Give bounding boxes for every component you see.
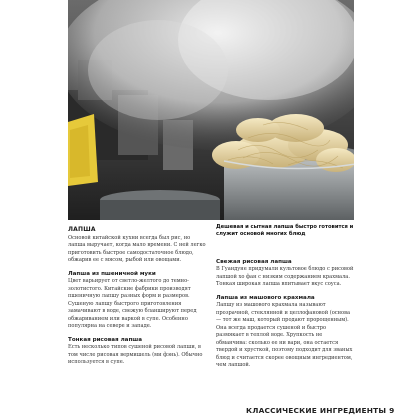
intro-paragraph: Основой китайской кухни всегда был рис, но лапша выручает, когда мало времени. С ней легко приготовить быстрое самодостаточное блюдо, обжарив ее с мясом, рыбой или овощами. xyxy=(68,234,206,264)
page-footer xyxy=(246,406,395,415)
noodle-photo xyxy=(68,0,354,220)
mung-bean-paragraph: Лапшу из машового крахмала называют прозрачной, стеклянной и целлофановой (основа — тот же маш, который продают пророщенным). Она всегда продается сушеной и быстро размякает в теплой воде. Хрупкость не обманчива: сколько ее ни вари, она остается твердой и хрусткой, поэтому подходит для званых блюд и считается скорее овощным ингредиентом, чем лапшой. xyxy=(216,302,353,369)
thin-rice-paragraph: Есть несколько типов сушеной рисовой лапши, в том числе рисовая вермишель (ми фэнь). Обычно используется в супе. xyxy=(68,344,203,366)
wheat-paragraph: Цвет варьирует от светло-желтого до темно-золотистого. Китайские фабрики производят пшеничную лапшу разных форм и размеров. Сушеную лапшу быстрого приготовления замачивают в воде, свежую бланшируют перед обжариванием или варкой в супе. Особенно популярна на севере и западе. xyxy=(68,278,197,330)
running-title: КЛАССИЧЕСКИЕ ИНГРЕДИЕНТЫ xyxy=(246,406,387,415)
fresh-rice-paragraph: В Гуандуне придумали культовое блюдо с рисовой лапшой хо фан с низким содержанием крахмала. Тонкая широкая лапша впитывает вкус соуса. xyxy=(216,266,354,288)
photo-caption: Дешевая и сытная лапша быстро готовится и служит основой многих блюд xyxy=(216,224,354,237)
section-heading-mung-bean: Лапша из машового крахмала xyxy=(216,294,315,301)
section-heading-noodles: ЛАПША xyxy=(68,226,96,233)
text-column-left xyxy=(68,226,208,372)
page-number: 9 xyxy=(389,406,395,415)
section-heading-fresh-rice: Свежая рисовая лапша xyxy=(216,259,292,265)
section-heading-wheat: Лапша из пшеничной муки xyxy=(68,271,156,277)
section-heading-thin-rice: Тонкая рисовая лапша xyxy=(68,336,143,343)
noodle-photo-icon xyxy=(68,0,354,220)
text-column-right xyxy=(216,258,354,375)
